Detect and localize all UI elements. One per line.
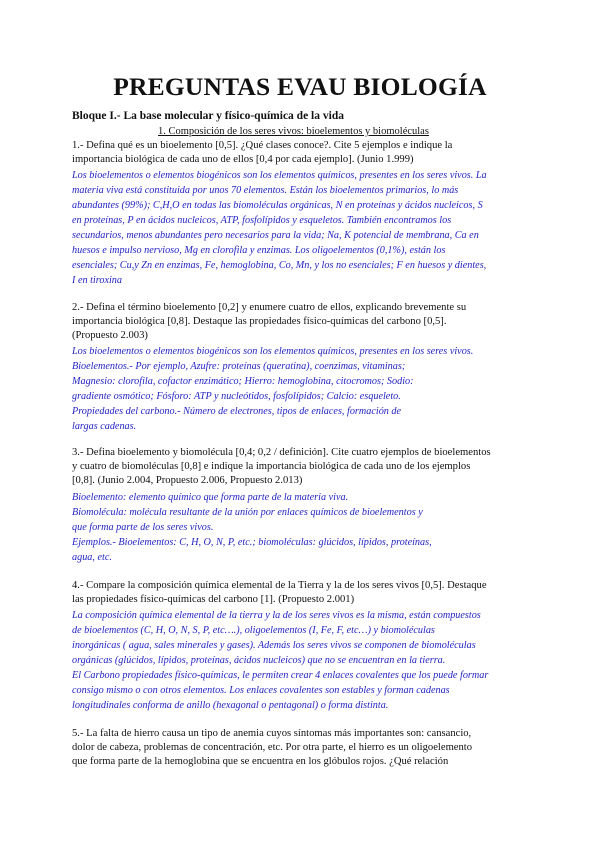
- answer-line: Bioelemento: elemento químico que forma parte de la materia viva.: [72, 492, 349, 503]
- answer-line: orgánicas (glúcidos, lípidos, proteínas, ácidos nucleicos) que no se encuentran en la tierra.: [72, 655, 446, 666]
- answer-line: Propiedades del carbono.- Número de electrones, tipos de enlaces, formación de: [72, 406, 402, 417]
- answer-line: abundantes (99%); C,H,O en todas las biomoléculas orgánicas, N en proteínas y ácidos nucleicos, S: [72, 200, 483, 211]
- question-line: las propiedades físico-químicas del carbono [1]. (Propuesto 2.001): [72, 594, 355, 605]
- answer-line: esenciales; Cu,y Zn en enzimas, Fe, hemoglobina, Co, Mn, y los no esenciales; F en huesos y dientes,: [72, 260, 487, 271]
- answer-line: Los bioelementos o elementos biogénicos son los elementos químicos, presentes en los seres vivos.: [72, 346, 474, 357]
- question-5: [72, 727, 537, 769]
- question-line: (Propuesto 2.003): [72, 330, 148, 341]
- question-line: importancia biológica [0,8]. Destaque las propiedades físico-químicas del carbono [0,5].: [72, 316, 447, 327]
- answer-line: huesos e impulso nervioso, Mg en clorofila y enzimas. Los oligoelementos (0,1%), están los: [72, 245, 446, 256]
- answer-line: I en tiroxina: [72, 275, 122, 286]
- answer-line: consigo mismo o con otros elementos. Los enlaces covalentes son estables y forman cadenas: [72, 685, 450, 696]
- answer-line: El Carbono propiedades físico-químicas, le permiten crear 4 enlaces covalentes que los puede formar: [72, 670, 489, 681]
- answer-line: que forma parte de los seres vivos.: [72, 522, 214, 533]
- block-heading: Bloque I.- La base molecular y físico-química de la vida: [72, 110, 344, 122]
- question-line: 2.- Defina el término bioelemento [0,2] y enumere cuatro de ellos, explicando brevemente su: [72, 302, 467, 313]
- answer-line: Magnesio: clorofila, cofactor enzimático; Hierro: hemoglobina, citocromos; Sodio:: [72, 376, 414, 387]
- question-line: y cuatro de biomoléculas [0,8] e indique la importancia biológica de cada uno de los ejemplos: [72, 461, 471, 472]
- answer-2: [72, 344, 537, 434]
- question-line: 4.- Compare la composición química elemental de la Tierra y la de los seres vivos [0,5]. Destaque: [72, 580, 487, 591]
- answer-line: largas cadenas.: [72, 421, 137, 432]
- question-2: [72, 301, 537, 343]
- answer-line: Biomolécula: molécula resultante de la unión por enlaces químicos de bioelementos y: [72, 507, 423, 518]
- question-line: importancia biológica de cada uno de ellos [0,4 por cada ejemplo]. (Junio 1.999): [72, 154, 414, 165]
- question-line: 1.- Defina qué es un bioelemento [0,5]. ¿Qué clases conoce?. Cite 5 ejemplos e indique la: [72, 140, 453, 151]
- question-line: 3.- Defina bioelemento y biomolécula [0,4; 0,2 / definición]. Cite cuatro ejemplos de bioelementos: [72, 447, 491, 458]
- answer-line: materia viva está constituida por unos 70 elementos. Están los bioelementos primarios, lo más: [72, 185, 459, 196]
- page-title: PREGUNTAS EVAU BIOLOGÍA: [113, 72, 487, 101]
- answer-line: de bioelementos (C, H, O, N, S, P, etc….), oligoelementos (I, Fe, F, etc…) y biomoléculas: [72, 625, 435, 636]
- question-line: 5.- La falta de hierro causa un tipo de anemia cuyos síntomas más importantes son: cansancio,: [72, 728, 472, 739]
- answer-line: Los bioelementos o elementos biogénicos son los elementos químicos, presentes en los seres vivos. La: [72, 170, 487, 181]
- answer-line: gradiente osmótico; Fósforo: ATP y nucleótidos, fosfolípidos; Calcio: esqueleto.: [72, 391, 401, 402]
- answer-1: [72, 168, 537, 288]
- answer-line: La composición química elemental de la tierra y la de los seres vivos es la misma, están compuestos: [72, 610, 481, 621]
- answer-line: en proteínas, P en ácidos nucleicos, ATP, fosfolípidos y esqueletos. También encontramos los: [72, 215, 452, 226]
- question-line: [0,8]. (Junio 2.004, Propuesto 2.006, Propuesto 2.013): [72, 475, 303, 486]
- answer-line: secundarios, menos abundantes pero necesarios para la vida; Na, K potencial de membrana, Ca en: [72, 230, 479, 241]
- answer-line: Bioelementos.- Por ejemplo, Azufre: proteínas (queratina), coenzimas, vitaminas;: [72, 361, 406, 372]
- question-line: dolor de cabeza, problemas de concentración, etc. Por otra parte, el hierro es un oligoelemento: [72, 742, 473, 753]
- question-line: que forma parte de la hemoglobina que se encuentra en los glóbulos rojos. ¿Qué relación: [72, 756, 449, 767]
- question-3: [72, 446, 537, 488]
- question-1: [72, 139, 537, 167]
- section-heading: 1. Composición de los seres vivos: bioelementos y biomoléculas: [158, 126, 429, 137]
- answer-line: longitudinales conforma de anillo (hexagonal o pentagonal) o forma distinta.: [72, 700, 389, 711]
- question-4: [72, 579, 537, 607]
- answer-line: inorgánicas ( agua, sales minerales y gases). Además los seres vivos se componen de biomoléculas: [72, 640, 476, 651]
- answer-line: Ejemplos.- Bioelementos: C, H, O, N, P, etc.; biomoléculas: glúcidos, lípidos, proteínas,: [72, 537, 432, 548]
- answer-3: [72, 490, 537, 565]
- answer-4: [72, 608, 537, 713]
- answer-line: agua, etc.: [72, 552, 112, 563]
